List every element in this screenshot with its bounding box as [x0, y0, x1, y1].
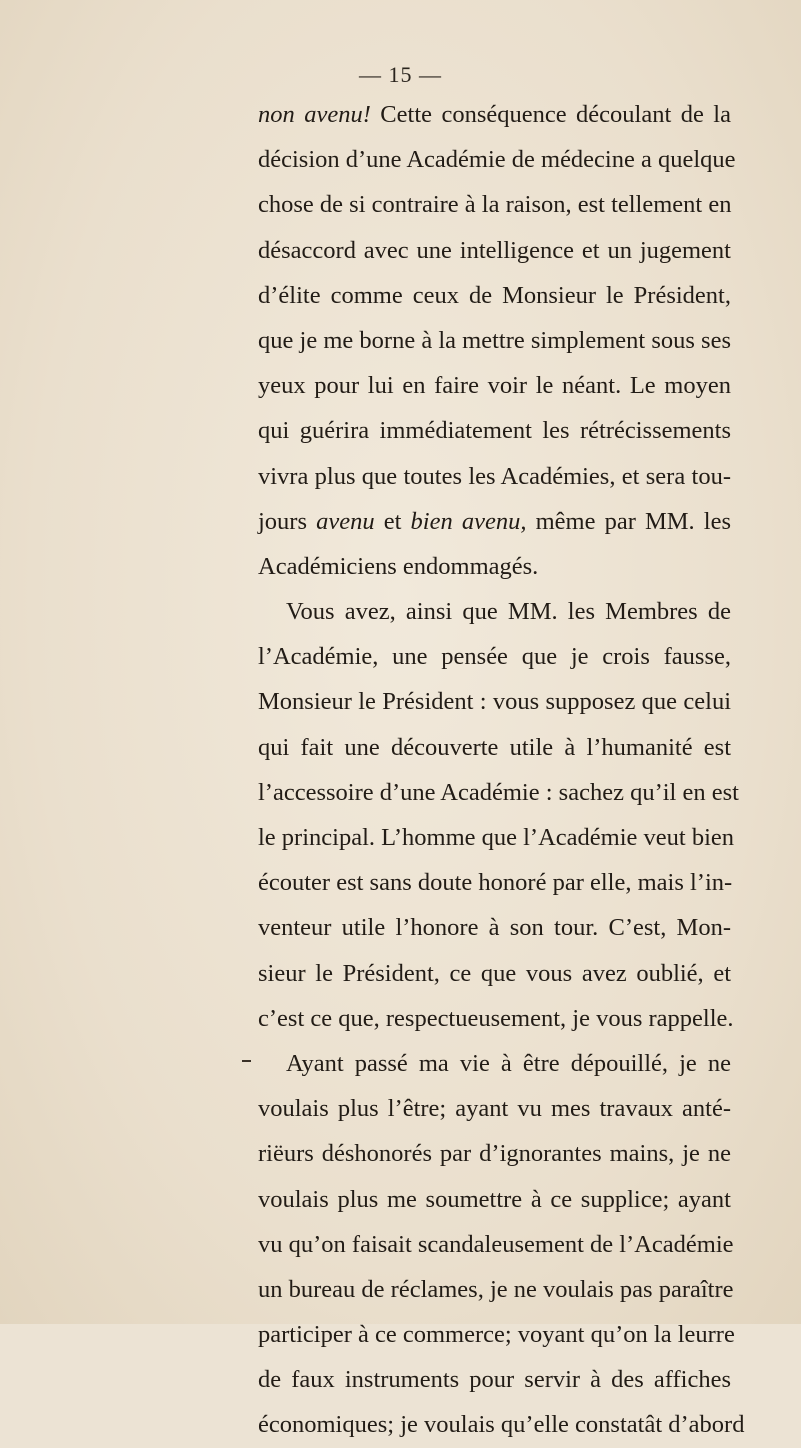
text-line: que je me borne à la mettre simplement sous ses: [258, 326, 731, 354]
text-line: voulais plus l’être; ayant vu mes travaux anté-: [258, 1095, 731, 1123]
text-line: l’Académie, une pensée que je crois fausse,: [258, 643, 731, 671]
text-line: Ayant passé ma vie à être dépouillé, je ne: [286, 1049, 731, 1077]
text-line: riëurs déshonorés par d’ignorantes mains, je ne: [258, 1140, 731, 1168]
text-line: non avenu! Cette conséquence découlant de la: [258, 101, 731, 128]
text-line: d’élite comme ceux de Monsieur le Président,: [258, 281, 731, 309]
margin-mark: [242, 1060, 251, 1062]
text-line: décision d’une Académie de médecine a quelque: [258, 146, 736, 174]
text-line: Académiciens endommagés.: [258, 552, 539, 580]
text-line: voulais plus me soumettre à ce supplice; ayant: [258, 1185, 731, 1213]
text-line: Monsieur le Président : vous supposez que celui: [258, 688, 731, 716]
text-line: de faux instruments pour servir à des affiches: [258, 1366, 731, 1394]
text-line: Vous avez, ainsi que MM. les Membres de: [286, 598, 731, 626]
page-number: — 15 —: [359, 62, 442, 87]
body-text: [258, 92, 745, 1448]
text-line: chose de si contraire à la raison, est tellement en: [258, 191, 732, 219]
text-line: vu qu’on faisait scandaleusement de l’Académie: [258, 1230, 734, 1258]
text-line: désaccord avec une intelligence et un jugement: [258, 236, 731, 264]
text-line: jours avenu et bien avenu, même par MM. les: [258, 507, 731, 535]
text-line: participer à ce commerce; voyant qu’on la leurre: [258, 1321, 735, 1349]
text-line: vivra plus que toutes les Académies, et sera tou-: [258, 462, 731, 490]
text-line: l’accessoire d’une Académie : sachez qu’il en est: [258, 778, 739, 806]
text-line: yeux pour lui en faire voir le néant. Le moyen: [258, 372, 731, 400]
text-line: économiques; je voulais qu’elle constatât d’abord: [258, 1411, 745, 1439]
text-line: venteur utile l’honore à son tour. C’est, Mon-: [258, 914, 731, 942]
text-line: qui guérira immédiatement les rétrécissements: [258, 417, 731, 445]
text-line: qui fait une découverte utile à l’humanité est: [258, 733, 731, 761]
text-line: sieur le Président, ce que vous avez oublié, et: [258, 959, 731, 987]
text-line: un bureau de réclames, je ne voulais pas paraître: [258, 1275, 734, 1303]
text-line: écouter est sans doute honoré par elle, mais l’in-: [258, 869, 733, 897]
text-line: le principal. L’homme que l’Académie veut bien: [258, 824, 735, 851]
text-line: c’est ce que, respectueusement, je vous rappelle.: [258, 1004, 734, 1032]
